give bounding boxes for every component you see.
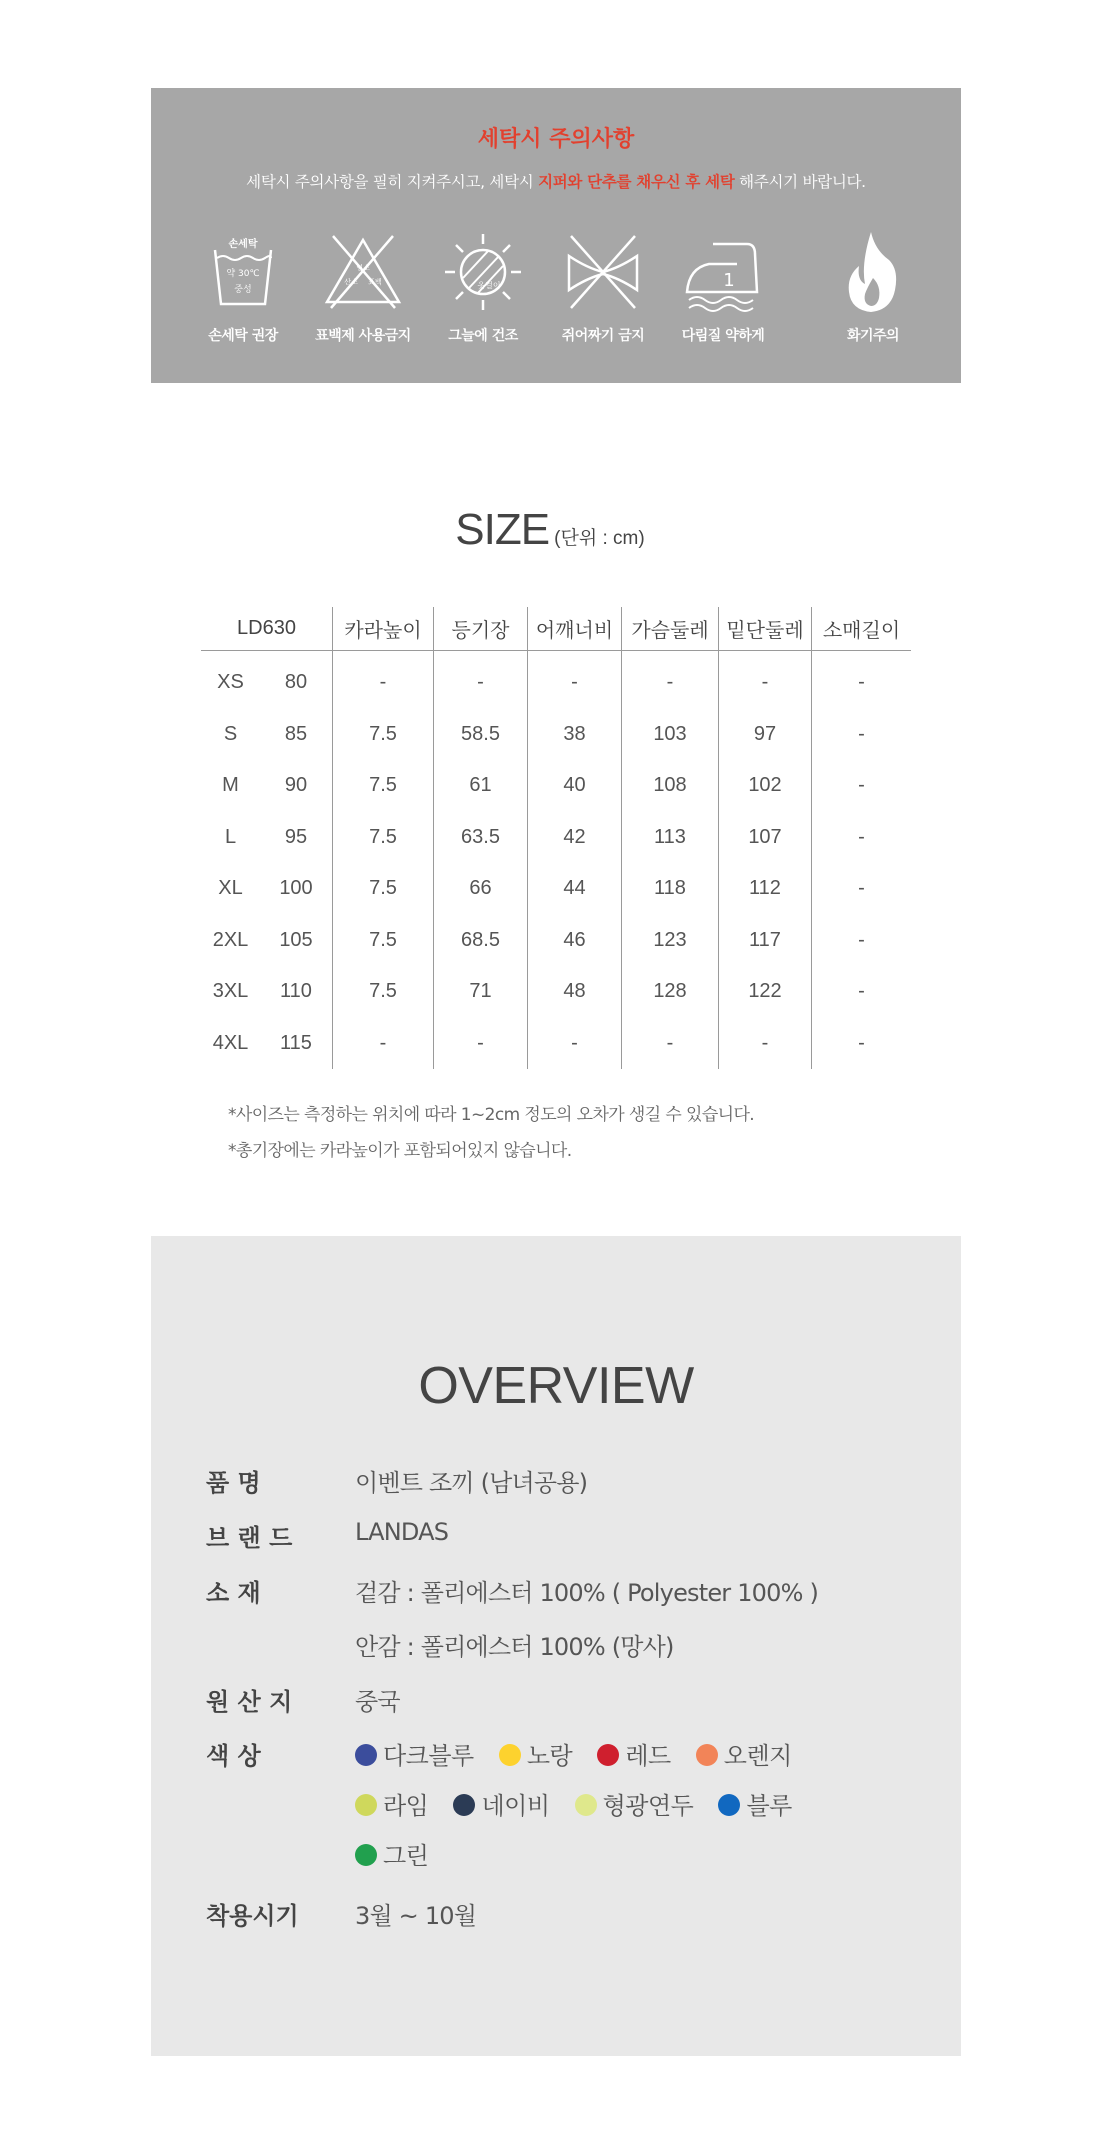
- size-cell: 44: [528, 863, 622, 915]
- color-chip-lime: [355, 1786, 428, 1836]
- size-label: L: [224, 825, 237, 848]
- care-label: 손세탁 권장: [208, 328, 278, 344]
- season-label: 착용시기: [206, 1902, 299, 1930]
- color-chip-dark-blue: [355, 1736, 474, 1786]
- size-number: 90: [284, 774, 308, 797]
- size-cell: 7.5: [333, 915, 434, 967]
- color-swatch: [696, 1744, 718, 1766]
- size-cell: -: [812, 812, 912, 864]
- care-item-hand-wash: [188, 228, 298, 368]
- brand-label: 브 랜 드: [206, 1524, 293, 1552]
- size-label: 4XL: [212, 1031, 249, 1054]
- color-list: [355, 1736, 915, 1886]
- size-title: SIZE: [455, 505, 550, 554]
- hand-wash-text-top: 손세탁: [228, 239, 258, 250]
- size-number: 80: [284, 671, 308, 694]
- color-name: 그린: [383, 1842, 429, 1870]
- size-label: M: [222, 774, 239, 797]
- care-subtitle: [151, 170, 961, 192]
- care-item-no-bleach: [308, 228, 418, 368]
- season-value: 3월 ~ 10월: [355, 1902, 477, 1930]
- size-cell: 66: [434, 863, 528, 915]
- care-label: 쥐어짜기 금지: [561, 328, 645, 344]
- size-cell: 71: [434, 966, 528, 1018]
- size-cell: 118: [622, 863, 719, 915]
- color-chip-orange: [696, 1736, 792, 1786]
- size-cell: 112: [719, 863, 812, 915]
- size-table: [201, 607, 911, 1069]
- color-name: 형광연두: [602, 1792, 694, 1820]
- size-row: [201, 966, 911, 1018]
- care-subtitle-highlight: 지퍼와 단추를 채우신 후 세탁: [538, 173, 735, 191]
- color-name: 노랑: [526, 1742, 573, 1770]
- care-label: 화기주의: [846, 328, 900, 344]
- care-item-no-wring: [548, 228, 658, 368]
- size-cell: 63.5: [434, 812, 528, 864]
- size-cell: 7.5: [333, 760, 434, 812]
- care-subtitle-text: 세탁시 주의사항을 필히 지켜주시고, 세탁시: [246, 173, 539, 191]
- color-swatch: [499, 1744, 521, 1766]
- hand-wash-text-mid: 약 30℃: [226, 269, 260, 279]
- size-cell: -: [812, 1018, 912, 1070]
- size-cell: 122: [719, 966, 812, 1018]
- color-name: 오렌지: [723, 1742, 792, 1770]
- product-name-value: 이벤트 조끼 (남녀공용): [355, 1469, 588, 1497]
- material-label: 소 재: [206, 1579, 261, 1607]
- size-cell: -: [812, 863, 912, 915]
- color-chip-yellow: [499, 1736, 572, 1786]
- color-swatch: [597, 1744, 619, 1766]
- size-label: XL: [218, 877, 243, 900]
- care-item-low-iron: [668, 228, 778, 368]
- size-cell: 42: [528, 812, 622, 864]
- no-wring-icon: [563, 228, 643, 316]
- size-number: 115: [280, 1031, 312, 1054]
- size-cell: -: [434, 1018, 528, 1070]
- size-cell: 102: [719, 760, 812, 812]
- color-chip-green: [355, 1836, 428, 1886]
- size-cell: 123: [622, 915, 719, 967]
- care-item-shade-dry: [428, 228, 538, 368]
- size-cell: -: [812, 966, 912, 1018]
- color-swatch: [575, 1794, 597, 1816]
- size-row: [201, 1018, 911, 1070]
- size-cell: 38: [528, 709, 622, 761]
- size-cell: -: [333, 651, 434, 709]
- size-cell: 40: [528, 760, 622, 812]
- size-cell: 97: [719, 709, 812, 761]
- product-name-label: 품 명: [206, 1469, 261, 1497]
- color-chip-neon-green: [575, 1786, 694, 1836]
- size-number: 95: [284, 825, 308, 848]
- care-instructions-panel: [151, 88, 961, 383]
- size-cell: -: [622, 1018, 719, 1070]
- material-value-outer: 겉감 : 폴리에스터 100% ( Polyester 100% ): [355, 1579, 819, 1607]
- size-note: *사이즈는 측정하는 위치에 따라 1~2cm 정도의 오차가 생길 수 있습니다.: [228, 1105, 755, 1125]
- size-cell: 48: [528, 966, 622, 1018]
- size-label: XS: [217, 671, 244, 694]
- low-iron-icon: [683, 228, 763, 316]
- size-row: [201, 709, 911, 761]
- size-cell: -: [434, 651, 528, 709]
- no-bleach-text-top: 염소: [356, 264, 370, 272]
- size-cell: -: [528, 651, 622, 709]
- size-cell: 113: [622, 812, 719, 864]
- color-chip-blue: [718, 1786, 791, 1836]
- color-swatch: [718, 1794, 740, 1816]
- no-bleach-icon: [323, 228, 403, 316]
- origin-value: 중국: [355, 1688, 400, 1716]
- size-label: S: [223, 722, 238, 745]
- size-cell: -: [528, 1018, 622, 1070]
- size-unit: (단위 : cm): [554, 528, 645, 549]
- care-item-fire: [818, 228, 928, 368]
- size-cell: 7.5: [333, 966, 434, 1018]
- size-column-header: 소매길이: [812, 607, 912, 651]
- size-column-header: 등기장: [434, 607, 528, 651]
- size-cell: -: [622, 651, 719, 709]
- size-cell: 108: [622, 760, 719, 812]
- size-column-header: 어깨너비: [528, 607, 622, 651]
- size-cell: -: [333, 1018, 434, 1070]
- care-title: 세탁시 주의사항: [477, 127, 635, 152]
- care-label: 표백제 사용금지: [315, 328, 411, 344]
- hand-wash-icon: [203, 228, 283, 316]
- shade-dry-text: 옷걸이: [477, 281, 501, 290]
- size-cell: 7.5: [333, 863, 434, 915]
- size-cell: -: [719, 1018, 812, 1070]
- color-label: 색 상: [206, 1742, 261, 1770]
- color-name: 다크블루: [383, 1742, 474, 1770]
- size-cell: 128: [622, 966, 719, 1018]
- size-cell: 7.5: [333, 812, 434, 864]
- size-column-header: 카라높이: [333, 607, 434, 651]
- overview-title: OVERVIEW: [418, 1357, 694, 1415]
- brand-value: LANDAS: [355, 1518, 449, 1546]
- material-value-inner: 안감 : 폴리에스터 100% (망사): [355, 1633, 674, 1661]
- size-column-header: 밑단둘레: [719, 607, 812, 651]
- size-row: [201, 651, 911, 709]
- no-bleach-text-right: 표백: [368, 278, 382, 286]
- size-cell: 68.5: [434, 915, 528, 967]
- size-cell: 7.5: [333, 709, 434, 761]
- size-cell: 117: [719, 915, 812, 967]
- size-number: 110: [280, 980, 312, 1003]
- size-notes: [228, 1097, 754, 1169]
- size-cell: 103: [622, 709, 719, 761]
- fire-icon: [833, 228, 913, 316]
- low-iron-text: 1: [723, 270, 735, 291]
- size-cell: 46: [528, 915, 622, 967]
- size-cell: -: [812, 709, 912, 761]
- size-cell: 58.5: [434, 709, 528, 761]
- color-name: 네이비: [481, 1792, 550, 1820]
- color-swatch: [355, 1744, 377, 1766]
- size-row: [201, 863, 911, 915]
- care-subtitle-text-end: 해주시기 바랍니다.: [734, 173, 866, 191]
- color-swatch: [355, 1794, 377, 1816]
- color-chip-navy: [453, 1786, 549, 1836]
- size-cell: -: [812, 651, 912, 709]
- size-row: [201, 915, 911, 967]
- origin-label: 원 산 지: [206, 1688, 293, 1716]
- size-number: 100: [279, 877, 313, 900]
- size-label: 3XL: [212, 980, 249, 1003]
- size-label: 2XL: [212, 928, 249, 951]
- color-swatch: [453, 1794, 475, 1816]
- size-note: *총기장에는 카라높이가 포함되어있지 않습니다.: [228, 1141, 572, 1161]
- size-cell: 61: [434, 760, 528, 812]
- size-heading: [0, 505, 1100, 555]
- size-column-header: 가슴둘레: [622, 607, 719, 651]
- size-cell: 107: [719, 812, 812, 864]
- size-table-header: [201, 607, 911, 651]
- size-row: [201, 760, 911, 812]
- size-model-header: LD630: [201, 607, 333, 651]
- size-number: 105: [279, 928, 313, 951]
- no-bleach-text-left: 산소: [344, 278, 358, 286]
- care-label: 다림질 약하게: [681, 328, 765, 344]
- care-label: 그늘에 건조: [448, 328, 518, 344]
- hand-wash-text-bot: 중성: [234, 285, 252, 295]
- shade-dry-icon: [443, 228, 523, 316]
- color-name: 레드: [625, 1742, 671, 1770]
- size-number: 85: [284, 722, 308, 745]
- color-name: 블루: [746, 1792, 792, 1820]
- color-name: 라임: [383, 1792, 429, 1820]
- size-row: [201, 812, 911, 864]
- size-cell: -: [812, 760, 912, 812]
- overview-panel: [151, 1236, 961, 2056]
- size-cell: -: [812, 915, 912, 967]
- size-cell: -: [719, 651, 812, 709]
- color-chip-red: [597, 1736, 670, 1786]
- color-swatch: [355, 1844, 377, 1866]
